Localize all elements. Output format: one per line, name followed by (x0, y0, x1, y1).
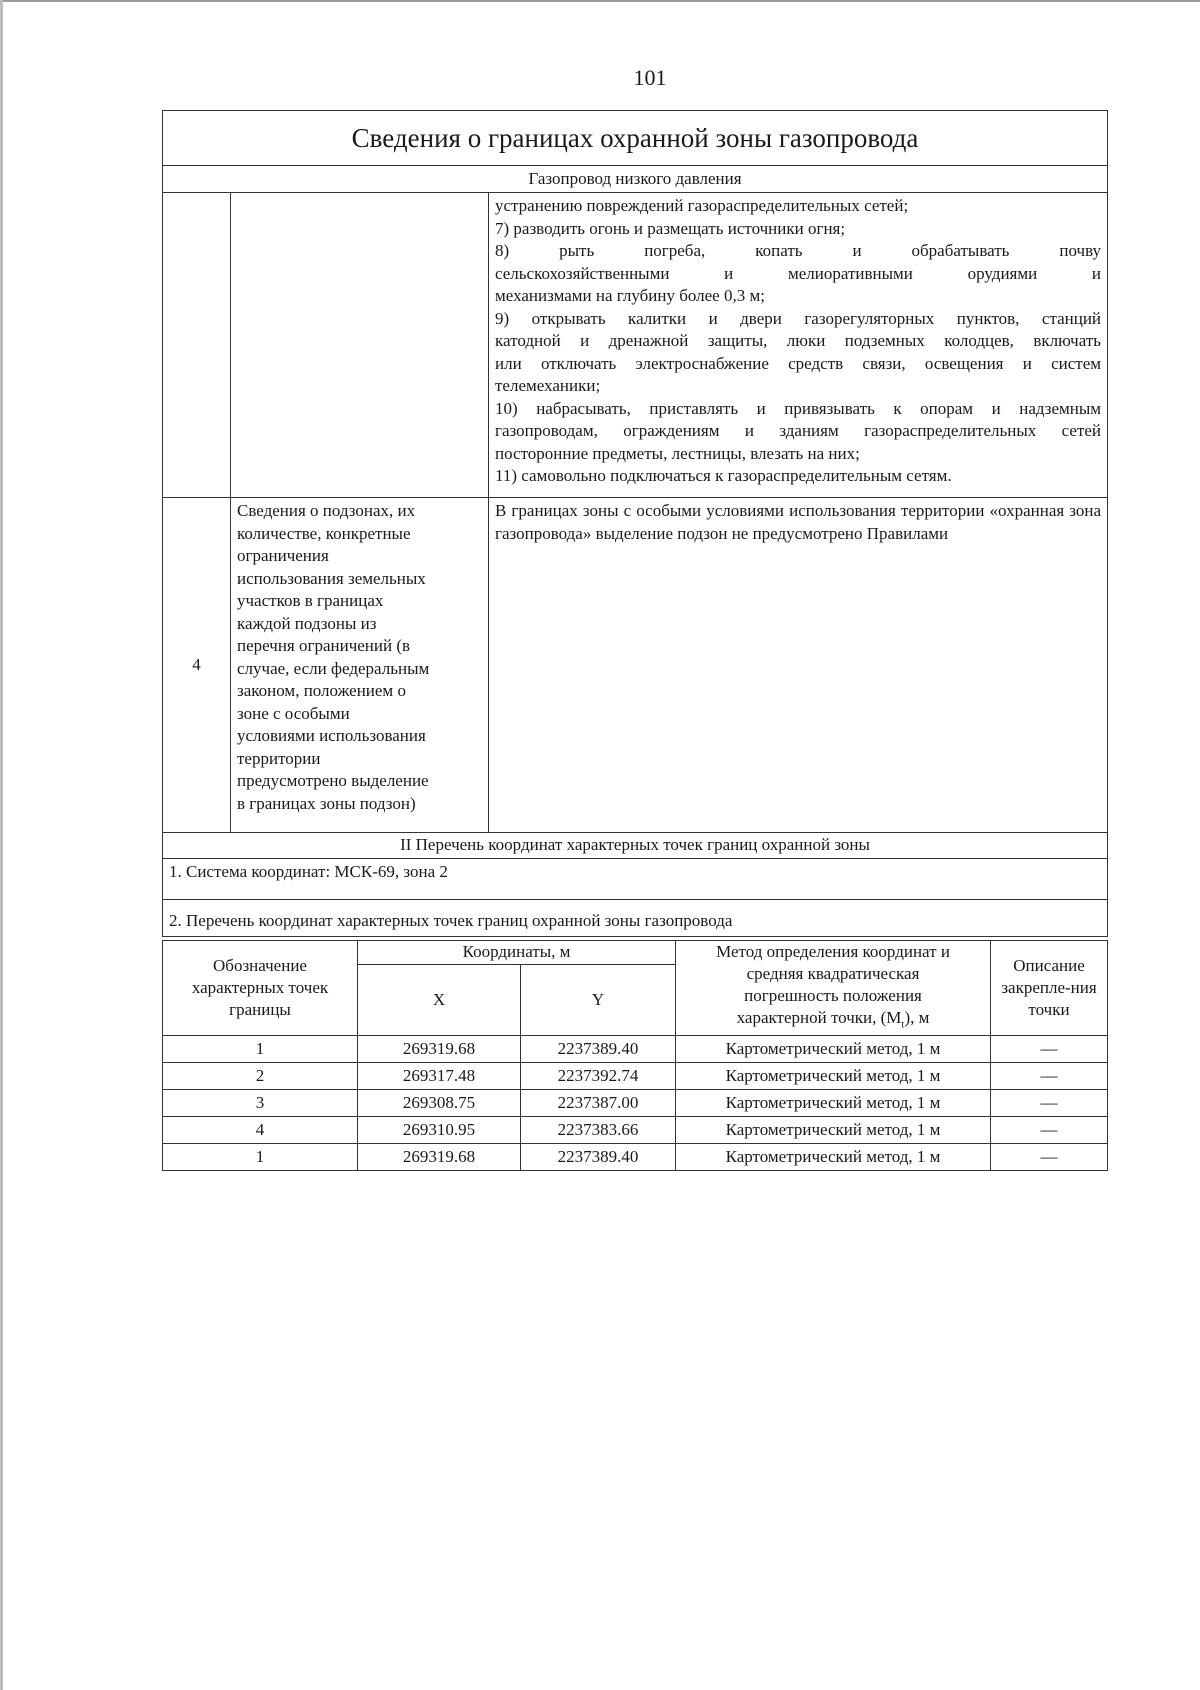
header-method-line: погрешность положения (744, 986, 922, 1005)
point-id: 1 (163, 1144, 358, 1171)
label-line: Сведения о подзонах, их (237, 501, 416, 520)
header-method (676, 941, 991, 1036)
document-title: Сведения о границах охранной зоны газопровода (163, 111, 1108, 166)
fixing: — (991, 1090, 1108, 1117)
coord-y: 2237387.00 (521, 1090, 676, 1117)
point-id: 4 (163, 1117, 358, 1144)
table-row (163, 1117, 1108, 1144)
label-line: предусмотрено выделение (237, 771, 429, 790)
rule-line: посторонние предметы, лестницы, влезать на них; (495, 443, 860, 463)
coord-x: 269319.68 (358, 1036, 521, 1063)
document-subtitle: Газопровод низкого давления (163, 166, 1108, 193)
header-method-line: Метод определения координат и (716, 942, 950, 961)
table-row (163, 1144, 1108, 1171)
rule-line: 8) рыть погреба, копать и обрабатывать почву (495, 241, 1102, 260)
label-line: перечня ограничений (в (237, 636, 411, 655)
page-left-edge (0, 0, 3, 1690)
rule-line: 9) открывать калитки и двери газорегуляторных пунктов, станций (495, 308, 1102, 328)
rule-line: катодной и дренажной защиты, люки подземных колодцев, включать (495, 331, 1102, 350)
rules-continued-row (163, 193, 1108, 498)
subzones-label (231, 498, 489, 833)
coord-x: 269319.68 (358, 1144, 521, 1171)
coord-x: 269308.75 (358, 1090, 521, 1117)
fixing: — (991, 1036, 1108, 1063)
header-fixing: Описание закрепле-ния точки (991, 941, 1108, 1036)
header-y: Y (521, 964, 676, 1036)
header-method-line (680, 1007, 986, 1035)
empty-number-cell (163, 193, 231, 498)
rule-line: 10) набрасывать, приставлять и привязывать к опорам и надземным (495, 398, 1102, 418)
coord-y: 2237389.40 (521, 1036, 676, 1063)
rule-line: газопроводам, ограждениям и зданиям газораспределительных сетей (495, 421, 1102, 440)
rule-line: 11) самовольно подключаться к газораспределительным сетям. (495, 466, 952, 485)
label-line: ограничения (237, 546, 329, 565)
fixing: — (991, 1144, 1108, 1171)
coord-x: 269317.48 (358, 1063, 521, 1090)
method: Картометрический метод, 1 м (676, 1063, 991, 1090)
header-method-subscript: t (901, 1018, 905, 1031)
rule-line: телемеханики; (495, 376, 601, 395)
coord-list-title: 2. Перечень координат характерных точек границ охранной зоны газопровода (163, 899, 1108, 937)
header-x: X (358, 964, 521, 1036)
label-line: зоне с особыми (237, 703, 350, 723)
section-2-title: II Перечень координат характерных точек границ охранной зоны (163, 833, 1108, 859)
method: Картометрический метод, 1 м (676, 1036, 991, 1063)
method: Картометрический метод, 1 м (676, 1117, 991, 1144)
coord-y: 2237383.66 (521, 1117, 676, 1144)
header-method-line: средняя квадратическая (746, 964, 920, 983)
fixing: — (991, 1117, 1108, 1144)
subzones-value: В границах зоны с особыми условиями использования территории «охранная зона газопровода» выделение подзон не предусмотрено Правилами (489, 498, 1108, 833)
rule-line: механизмами на глубину более 0,3 м; (495, 286, 765, 305)
coord-x: 269310.95 (358, 1117, 521, 1144)
label-line: участков в границах (237, 591, 384, 610)
coordinates-table (162, 940, 1108, 1171)
table-row (163, 1090, 1108, 1117)
rules-continued-cell (489, 193, 1108, 498)
zone-info-table (162, 110, 1108, 937)
method: Картометрический метод, 1 м (676, 1090, 991, 1117)
coord-y: 2237392.74 (521, 1063, 676, 1090)
table-row (163, 1063, 1108, 1090)
label-line: условиями использования (237, 726, 426, 745)
page-top-edge (0, 0, 1200, 8)
table-row (163, 1036, 1108, 1063)
label-line: законом, положением о (237, 681, 406, 700)
header-point: Обозначение характерных точек границы (163, 941, 358, 1036)
method: Картометрический метод, 1 м (676, 1144, 991, 1171)
point-id: 3 (163, 1090, 358, 1117)
point-id: 1 (163, 1036, 358, 1063)
page-number: 101 (633, 65, 667, 90)
row-number: 4 (163, 498, 231, 833)
fixing: — (991, 1063, 1108, 1090)
header-coords: Координаты, м (358, 941, 676, 965)
label-line: в границах зоны подзон) (237, 793, 416, 813)
coord-y: 2237389.40 (521, 1144, 676, 1171)
rule-line: 7) разводить огонь и размещать источники огня; (495, 218, 846, 238)
point-id: 2 (163, 1063, 358, 1090)
coords-header-row (163, 941, 1108, 965)
empty-label-cell (231, 193, 489, 498)
label-line: каждой подзоны из (237, 613, 377, 633)
coord-system: 1. Система координат: МСК-69, зона 2 (163, 858, 1108, 899)
header-method-text: характерной точки, (M (736, 1008, 902, 1027)
label-line: территории (237, 748, 321, 768)
rule-line: сельскохозяйственными и мелиоративными орудиями и (495, 263, 1102, 283)
rule-line: или отключать электроснабжение средств связи, освещения и систем (495, 353, 1102, 373)
subzones-row (163, 498, 1108, 833)
label-line: количестве, конкретные (237, 523, 411, 543)
rule-line: устранению повреждений газораспределительных сетей; (495, 196, 909, 215)
label-line: использования земельных (237, 568, 426, 588)
label-line: случае, если федеральным (237, 658, 430, 678)
header-method-text: ), м (904, 1008, 930, 1027)
